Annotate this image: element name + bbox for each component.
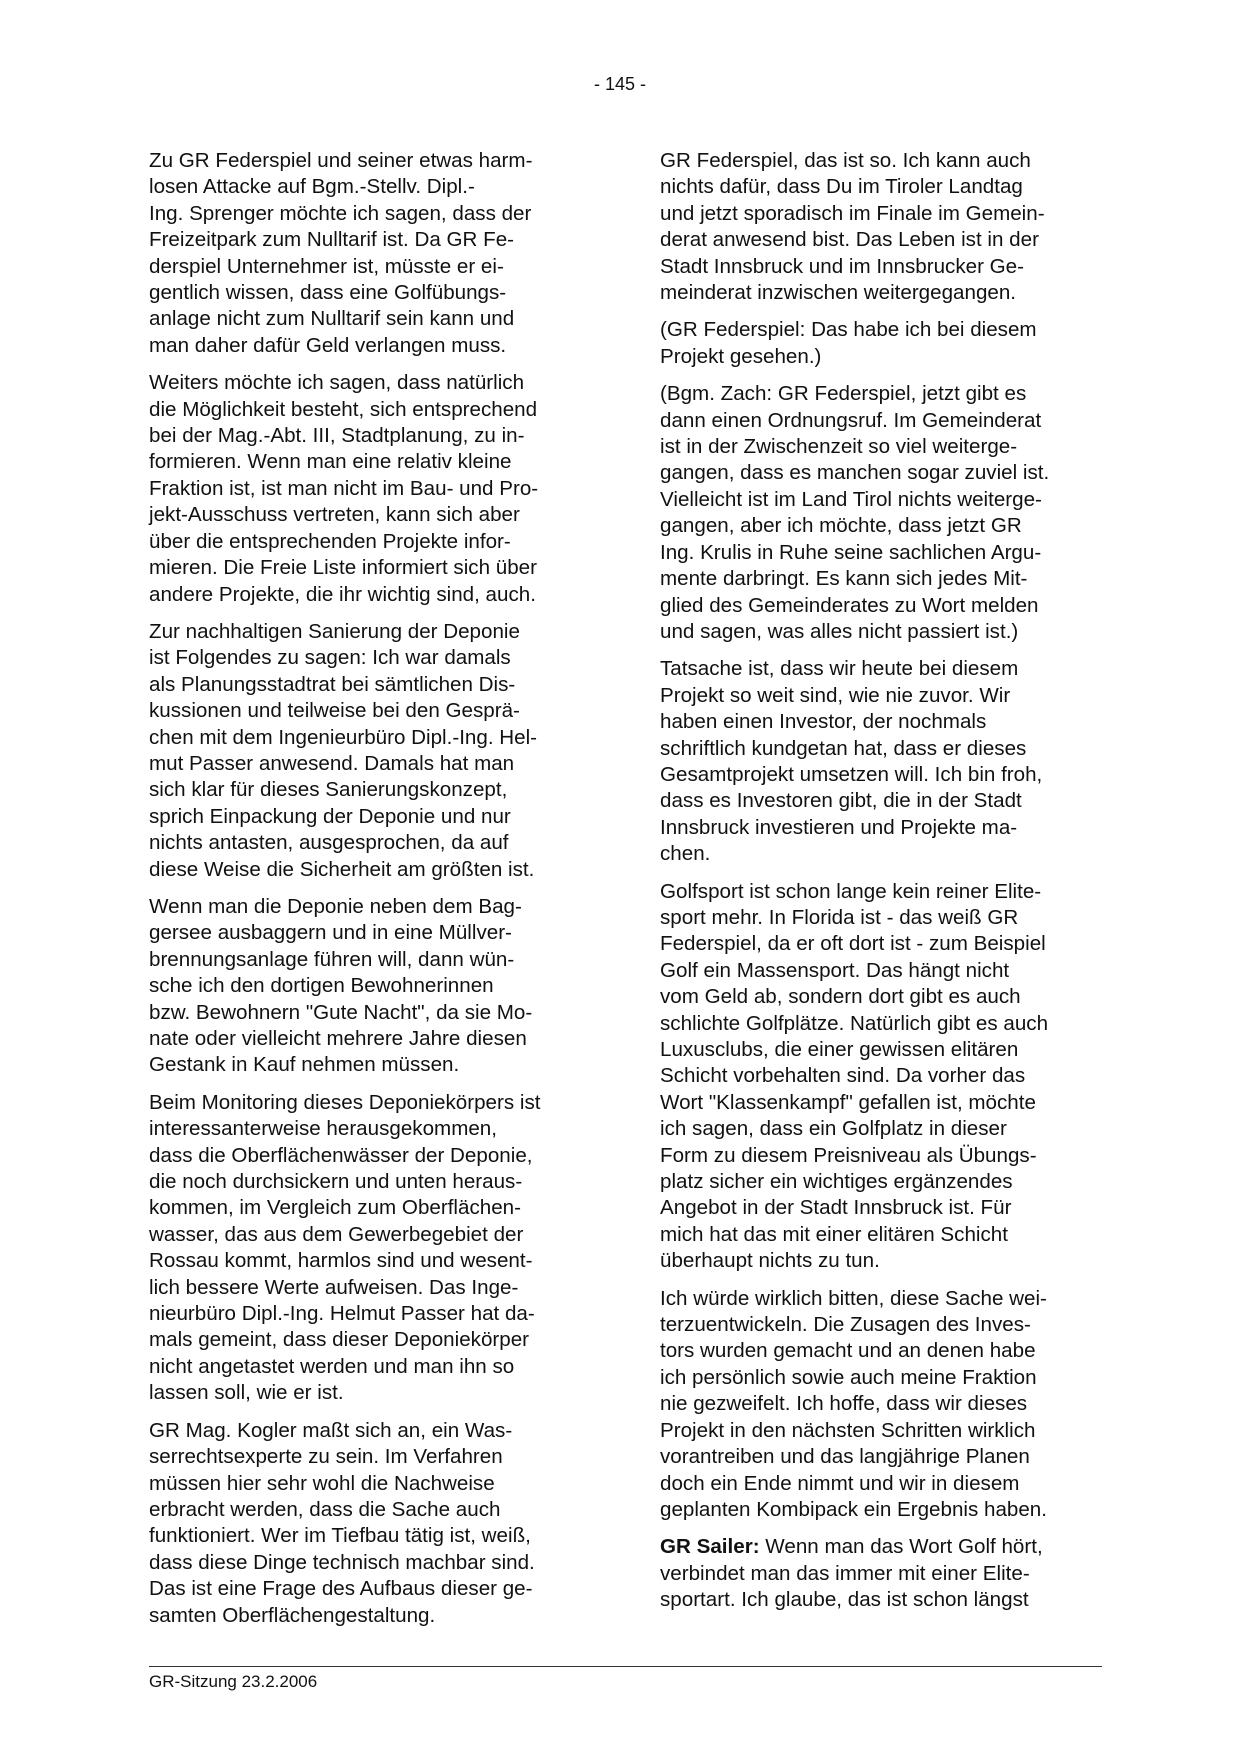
paragraph: Tatsache ist, dass wir heute bei diesem Projekt so weit sind, wie nie zuvor. Wir haben einen Investor, der nochmals schriftlich kundgetan hat, dass er dieses Gesamtprojekt umsetzen will. Ich bin froh, dass es Investoren gibt, die in der Stadt Innsbruck investieren und Projekte ma- chen. (660, 657, 1043, 866)
paragraph: Weiters möchte ich sagen, dass natürlich die Möglichkeit besteht, sich entsprechend bei der Mag.-Abt. III, Stadtplanung, zu in- formieren. Wenn man eine relativ kleine Fraktion ist, ist man nicht im Bau- und Pro- jekt-Ausschuss vertreten, kann sich aber über die entsprechenden Projekte infor- mieren. Die Freie Liste informiert sich über andere Projekte, die ihr wichtig sind, auch. (149, 371, 539, 606)
paragraph: Zu GR Federspiel und seiner etwas harm- losen Attacke auf Bgm.-Stellv. Dipl.- Ing. Sprenger möchte ich sagen, dass der Freizeitpark zum Nulltarif ist. Da GR Fe- derspiel Unternehmer ist, müsste er ei- gentlich wissen, dass eine Golfübungs- anlage nicht zum Nulltarif sein kann und man daher dafür Geld verlangen muss. (149, 149, 533, 357)
speaker-name: GR Sailer: (660, 1535, 760, 1559)
paragraph: GR Federspiel, das ist so. Ich kann auch nichts dafür, dass Du im Tiroler Landtag und jetzt sporadisch im Finale im Gemein- derat anwesend bist. Das Leben ist in der Stadt Innsbruck und im Innsbrucker Ge- meinderat inzwischen weitergegangen. (660, 149, 1045, 305)
paragraph: Zur nachhaltigen Sanierung der Deponie ist Folgendes zu sagen: Ich war damals als Planungsstadtrat bei sämtlichen Dis- kussionen und teilweise bei den Gesprä- chen mit dem Ingenieurbüro Dipl.-Ing. Hel- mut Passer anwesend. Damals hat man sich klar für dieses Sanierungskonzept, sprich Einpackung der Deponie und nur nichts antasten, ausgesprochen, da auf diese Weise die Sicherheit am größten ist. (149, 619, 538, 881)
footer-session-label: GR-Sitzung 23.2.2006 (149, 1672, 318, 1691)
right-column (660, 148, 1108, 1625)
interjection-paragraph: (Bgm. Zach: GR Federspiel, jetzt gibt es dann einen Ordnungsruf. Im Gemeinderat ist in der Zwischenzeit so viel weiterge- gangen, dass es manchen sogar zuviel ist. Vielleicht ist im Land Tirol nichts weiterge- gangen, aber ich möchte, dass jetzt GR Ing. Krulis in Ruhe seine sachlichen Argu- mente darbringt. Es kann sich jedes Mit- glied des Gemeinderates zu Wort melden und sagen, was alles nicht passiert ist.) (660, 382, 1050, 643)
paragraph: Ich würde wirklich bitten, diese Sache wei- terzuentwickeln. Die Zusagen des Inves- tors wurden gemacht und an denen habe ich persönlich sowie auch meine Fraktion nie gezweifelt. Ich hoffe, dass wir dieses Projekt in den nächsten Schritten wirklich vorantreiben und das langjährige Planen doch ein Ende nimmt und wir in diesem geplanten Kombipack ein Ergebnis haben. (660, 1286, 1047, 1521)
paragraph: Wenn man die Deponie neben dem Bag- gersee ausbaggern und in eine Müllver- brennungsanlage führen will, dann wün- sche ich den dortigen Bewohnerinnen bzw. Bewohnern "Gute Nacht", da sie Mo- nate oder vielleicht mehrere Jahre diesen Gestank in Kauf nehmen müssen. (149, 894, 533, 1077)
paragraph: Beim Monitoring dieses Deponiekörpers ist interessanterweise herausgekommen, dass die Oberflächenwässer der Deponie, die noch durchsickern und unten heraus- kommen, im Vergleich zum Oberflächen- wasser, das aus dem Gewerbegebiet der Rossau kommt, harmlos sind und wesent- lich bessere Werte aufweisen. Das Inge- nieurbüro Dipl.-Ing. Helmut Passer hat da- mals gemeint, dass dieser Deponiekörper nicht angetastet werden und man ihn so lassen soll, wie er ist. (149, 1090, 541, 1405)
left-column (149, 148, 597, 1640)
page-number: - 145 - (593, 74, 647, 94)
speaker-paragraph (660, 1534, 1108, 1613)
paragraph: Golfsport ist schon lange kein reiner Elite- sport mehr. In Florida ist - das weiß GR Federspiel, da er oft dort ist - zum Beispiel Golf ein Massensport. Das hängt nicht vom Geld ab, sondern dort gibt es auch schlichte Golfplätze. Natürlich gibt es auch Luxusclubs, die einer gewissen elitären Schicht vorbehalten sind. Da vorher das Wort "Klassenkampf" gefallen ist, möchte ich sagen, dass ein Golfplatz in dieser Form zu diesem Preisniveau als Übungs- platz sicher ein wichtiges ergänzendes Angebot in der Stadt Innsbruck ist. Für mich hat das mit einer elitären Schicht überhaupt nichts zu tun. (660, 879, 1049, 1273)
footer-divider (149, 1666, 1102, 1667)
paragraph: GR Mag. Kogler maßt sich an, ein Was- serrechtsexperte zu sein. Im Verfahren müssen hier sehr wohl die Nachweise erbracht werden, dass die Sache auch funktioniert. Wer im Tiefbau tätig ist, weiß, dass diese Dinge technisch machbar sind. Das ist eine Frage des Aufbaus dieser ge- samten Oberflächengestaltung. (149, 1418, 535, 1627)
speaker-text: Wenn man das Wort Golf hört, verbindet man das immer mit einer Elite- sportart. Ich glaube, das ist schon längst (660, 1535, 1043, 1612)
interjection-paragraph: (GR Federspiel: Das habe ich bei diesem Projekt gesehen.) (660, 318, 1037, 368)
